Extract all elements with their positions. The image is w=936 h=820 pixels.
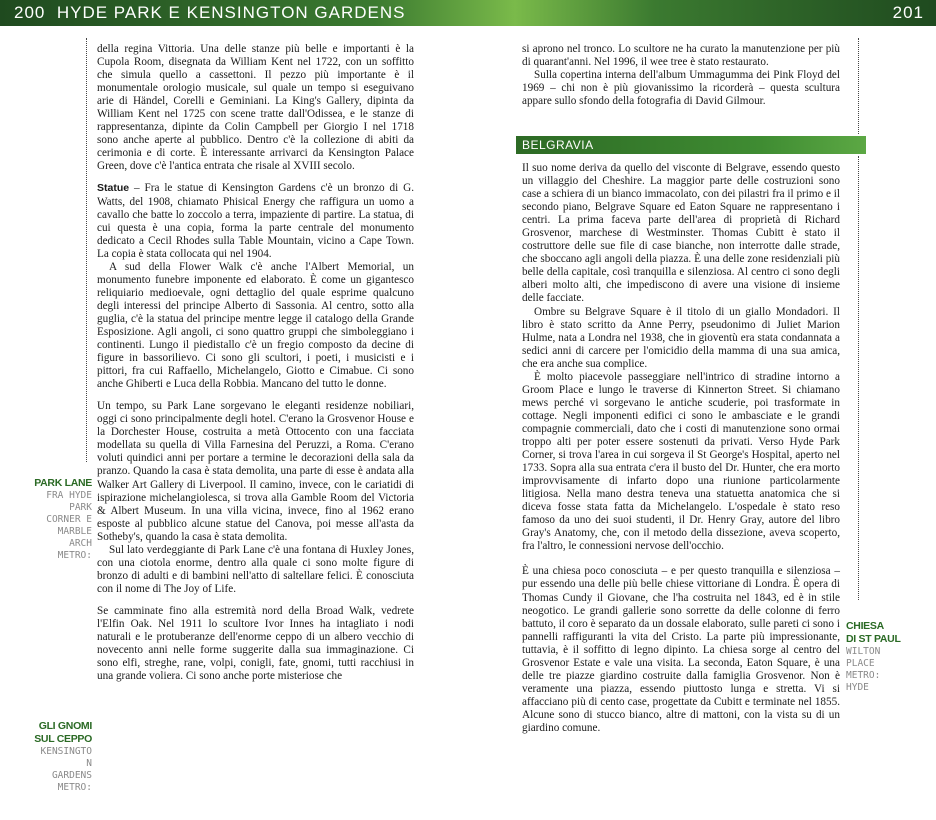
paragraph-gap [97, 391, 414, 400]
section-title: BELGRAVIA [522, 138, 594, 152]
paragraph [97, 544, 414, 596]
paragraph-text: A sud della Flower Walk c'è anche l'Albert Memorial, un monumento funebre imponente ed elaborato. È come un gigantesco reliquiario medioevale, ogni dettaglio del quale esprime qualcuno degli interessi del principe Alberto di Sassonia. Al centro, sotto alla guglia, c'è la statua del principe mentre legge il catalogo della Grande Esposizione. Agli angoli, ci sono quattro gruppi che simboleggiano i continenti. Lungo il piedistallo c'è un fregio composto da decine di figure in bassorilievo. Ci sono gli scultori, i poeti, i musicisti e i pittori, fra cui Raffaello, Michelangelo, Giotto e Cimabue. Ci sono anche Ghiberti e Luca della Robbia. Mancano del tutto le donne. [97, 260, 414, 391]
sidebar-line: GARDENS [51, 770, 92, 781]
paragraph [97, 43, 414, 173]
paragraph [522, 43, 840, 69]
paragraph-text: Se camminate fino alla estremità nord della Broad Walk, vedrete l'Elfin Oak. Nel 1911 lo scultore Ivor Innes ha intagliato i nodi naturali e le protuberanze dell'enorme ceppo di un albero vecchio di novecento anni nelle forme suggerite dalla sua immaginazione. Ci sono elfi, streghe, rane, volpi, conigli, fate, gnomi, tutti racchiusi in una grande voliera. Ci sono anche porte misteriose che [97, 604, 414, 683]
paragraph-gap [97, 596, 414, 605]
paragraph [97, 261, 414, 391]
paragraph [522, 371, 840, 554]
paragraph-lead: Statue [97, 182, 130, 195]
paragraph [97, 182, 414, 260]
sidebar-line: METRO: [57, 550, 92, 561]
sidebar-line: FRA HYDE [46, 490, 92, 501]
right-column-top-text [522, 43, 840, 108]
paragraph [522, 565, 840, 735]
right-page-number: 201 [892, 3, 924, 22]
paragraph-text: È molto piacevole passeggiare nell'intrico di stradine intorno a Groom Place e lungo le traverse di Kinnerton Street. Si chiamano mews perché vi sorgevano le antiche scuderie, poi trasformate in cottage. Negli imponenti edifici ci sono le ambasciate e le grandi compagnie commerciali, dato che i costi di manutenzione sono ormai troppo alti per poter essere sostenuti da privati. Verso Hyde Park Corner, si trova l'area in cui sorgeva il St George's Hospital, aperto nel 1733. Sopra alla sua entrata c'era il busto del Dr. Hunter, che era morto improvvisamente di infarto dopo una riunione particolarmente litigiosa. Nella mano destra teneva una statuetta anatomica che si diceva fosse stata fatta da Michelangelo. L'ospedale è stato reso famoso da uno dei suoi studenti, il Dr. Henry Gray, autore del libro Gray's Anatomy, che, con il metodo della dissezione, aveva scoperto, fra l'altro, le connessioni nervose dell'occhio. [522, 370, 840, 553]
right-column-text [522, 162, 840, 735]
sidebar-line: METRO: [57, 782, 92, 793]
paragraph [97, 400, 414, 544]
paragraph-text: – Fra le statue di Kensington Gardens c'è un bronzo di G. Watts, del 1908, chiamato Phisical Energy che raffigura un uomo a cavallo che batte lo zoccolo a terra, impaziente di partire. La statua, di cui questa è una copia, forma la parte centrale del monumento dedicato a Cecil Rhodes sulla Table Mountain, vicino a Cape Town. La copia è stata collocata qui nel 1904. [97, 182, 414, 260]
left-column-text [97, 43, 414, 683]
sidebar-park-lane [10, 477, 92, 562]
paragraph [522, 69, 840, 108]
sidebar-chiesa [846, 620, 932, 694]
sidebar-line: CORNER E [46, 514, 92, 525]
sidebar-line: PARK [69, 502, 92, 513]
paragraph [522, 306, 840, 371]
sidebar-gnomi [10, 720, 92, 794]
paragraph [97, 605, 414, 683]
paragraph-text: Sulla copertina interna dell'album Ummagumma dei Pink Floyd del 1969 – chi non è più giovanissimo la ricorderà – questa scultura appare sullo sfondo della fotografia di David Gilmour. [522, 69, 840, 108]
paragraph-text: Ombre su Belgrave Square è il titolo di un giallo Mondadori. Il libro è stato scritto da Anne Perry, pseudonimo di Juliet Marion Hulme, nata a Londra nel 1938, che in gioventù era stata condannata a sedici anni di carcere per l'omicidio della mamma di una sua amica, che era anche sua complice. [522, 305, 840, 370]
section-heading-belgravia [516, 136, 866, 154]
left-page-heading: 200 HYDE PARK E KENSINGTON GARDENS [14, 3, 406, 22]
sidebar-line: N [86, 758, 92, 769]
sidebar-label-line: GLI GNOMI [38, 720, 92, 732]
sidebar-line: PLACE [846, 658, 875, 669]
paragraph-text: Sul lato verdeggiante di Park Lane c'è una fontana di Huxley Jones, con una ciotola enorme, dentro alla quale ci sono molte figure di bronzo di adulti e di bambini nell'atto di saltellare felici. È conosciuta con il nome di The Joy of Life. [97, 543, 414, 595]
sidebar-line: HYDE [846, 682, 869, 693]
paragraph-text: È una chiesa poco conosciuta – e per questo tranquilla e silenziosa – pur essendo una delle più belle chiese vittoriane di Londra. È opera di Thomas Cundy il Giovane, che l'ha costruita nel 1843, ed è in stile neogotico. Le grandi gallerie sono sorrette da delle colonne di ferro battuto, il coro è separato da un dossale elaborato, sulle pareti ci sono i pannelli raffiguranti la vita del Cristo. La parte più impressionante, tuttavia, è il soffitto di legno dipinto. La chiesa sorge al centro del Grosvenor Estate e vale una visita. La seconda, Eaton Square, è una delle tre piazze giardino costruite dalla famiglia Grosvenor. Non è veramente una piazza, essendo piuttosto lunga e stretta. Vi si affacciano più di cento case, progettate da Cubitt e terminate nel 1855. Alcune sono di stucco bianco, altre di mattoni, con la vista su di un giardino comune. [522, 565, 840, 734]
sidebar-park-lane-label: PARK LANE [34, 477, 92, 489]
sidebar-label-line: CHIESA [846, 620, 884, 632]
left-column-rule-top [86, 38, 87, 462]
page-header [0, 0, 936, 26]
paragraph-gap [522, 553, 840, 565]
paragraph-text: Il suo nome deriva da quello del visconte di Belgrave, essendo questo un villaggio del Cheshire. La maggior parte delle costruzioni sono case a schiera di un bianco immacolato, con dei pilastri fra il primo e il secondo piano, Belgrave Square ed Eaton Square ne rappresentano i centri. La prima faceva parte dell'area di proprietà di Richard Grosvenor, marchese di Westminster. Thomas Cubitt è stato il costruttore delle sue file di case bianche, non interrotte dalle strade, che sboccano agli angoli della piazza. È una delle zone residenziali più belle della capitale, così tranquilla e silenziosa. Al centro ci sono degli alberi molto alti, che impediscono di avere una visione di insieme delle facciate. [522, 162, 840, 305]
sidebar-line: METRO: [846, 670, 881, 681]
sidebar-label-line: DI ST PAUL [846, 633, 901, 645]
paragraph-text: si aprono nel tronco. Lo scultore ne ha curato la manutenzione per più di quarant'anni. Nel 1996, il wee tree è stato restaurato. [522, 43, 840, 69]
paragraph-gap [97, 173, 414, 182]
sidebar-line: MARBLE [57, 526, 92, 537]
right-column-rule-top [858, 38, 859, 134]
paragraph [522, 162, 840, 306]
sidebar-label-line: SUL CEPPO [34, 733, 92, 745]
paragraph-text: Un tempo, su Park Lane sorgevano le eleganti residenze nobiliari, oggi ci sono principalmente degli hotel. C'erano la Grosvenor House e la Dorchester House, costruita a metà Ottocento con una facciata modellata su quella di Villa Farnesina del Peruzzi, a Roma. C'erano voluti quindici anni per portare a termine le decorazioni della sala da pranzo. Quando la casa è stata demolita, una parte di esse è andata alla Walker Art Gallery di Liverpool. Il camino, invece, con le cariatidi di ispirazione michelangiolesca, si trova alla Gamble Room del Victoria & Albert Museum. In una villa vicina, invece, fino al 1962 erano esposte al pubblico alcune statue del Canova, poi messe all'asta da Sotheby's, quando la casa è stata demolita. [97, 400, 414, 543]
sidebar-line: WILTON [846, 646, 881, 657]
sidebar-line: KENSINGTO [40, 746, 92, 757]
paragraph-text: della regina Vittoria. Una delle stanze più belle e importanti è la Cupola Room, disegnata da William Kent nel 1722, con un soffitto che simula quello a cassettoni. Il pezzo più importante è il monumentale orologio musicale, sul quale un tempo si eseguivano arie di Händel, Corelli e Geminiani. La King's Gallery, dipinta da William Kent nel 1725 con scene tratte dall'Odissea, e le stanze di rappresentanza, dipinte da Colin Campbell per Giorgio I nel 1718 sono anche aperte al pubblico. Dentro c'è la collezione di abiti da cerimonia e di corte. È interessante arrivarci da Kensington Palace Green, dove c'è l'antica entrata che risale al XVIII secolo. [97, 43, 414, 173]
right-column-rule-body [858, 156, 859, 600]
sidebar-line: ARCH [69, 538, 92, 549]
